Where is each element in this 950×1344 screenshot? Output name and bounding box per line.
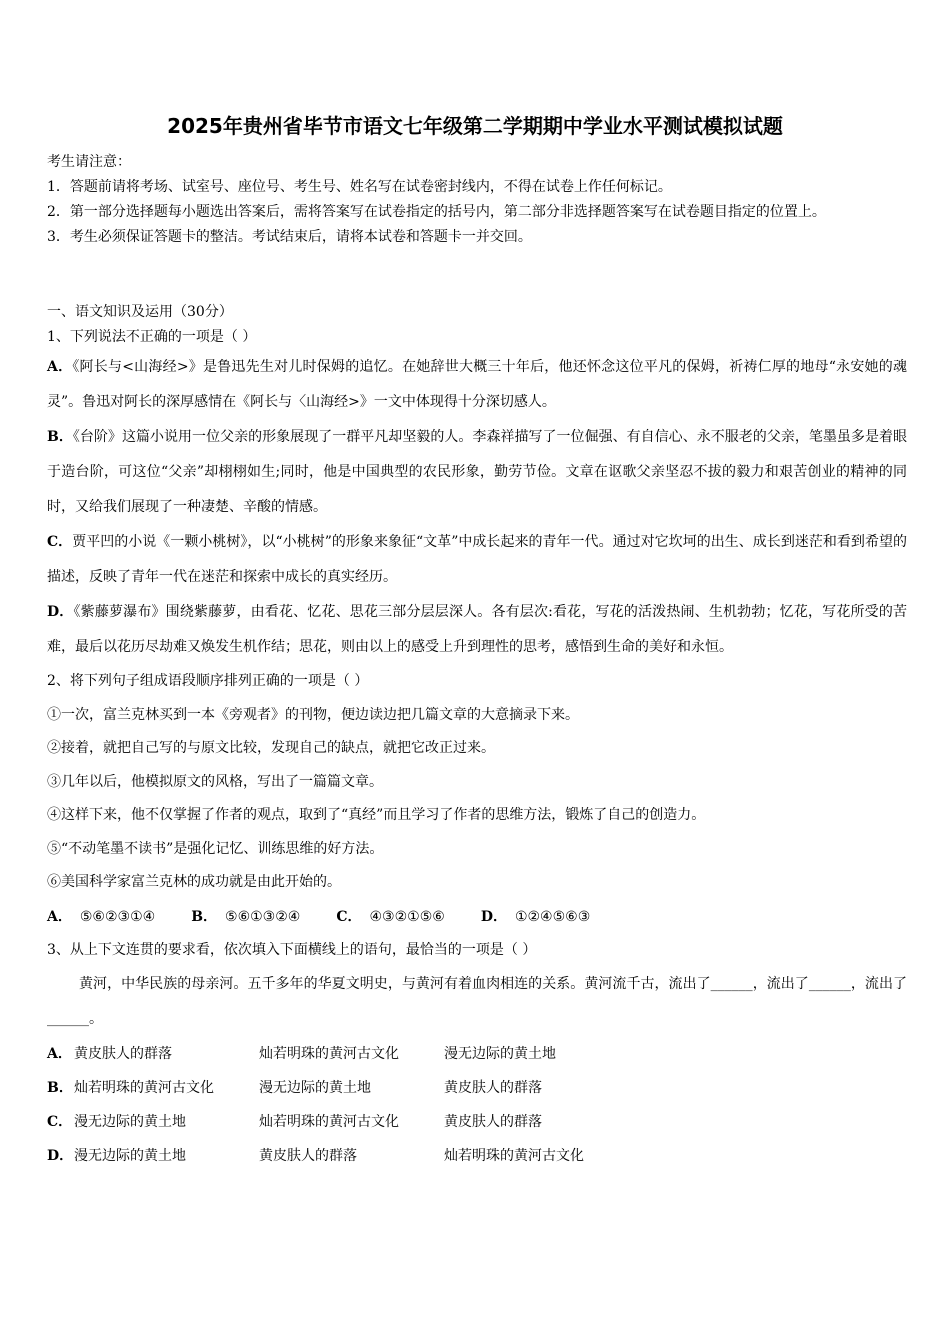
question-1-option-b — [47, 420, 907, 525]
choice-d — [481, 900, 590, 934]
option-col: 黄皮肤人的群落 — [444, 1080, 542, 1096]
option-col: 灿若明珠的黄河古文化 — [74, 1080, 214, 1096]
question-2-stem: 2、将下列句子组成语段顺序排列正确的一项是（ ） — [47, 673, 369, 689]
option-label: B． — [47, 1080, 73, 1096]
sentence-item: ③几年以后，他模拟原文的风格，写出了一篇篇文章。 — [47, 773, 383, 790]
choice-label: C． — [336, 908, 362, 925]
question-1-option-d — [47, 595, 907, 665]
sentence-item: ⑥美国科学家富兰克林的成功就是由此开始的。 — [47, 874, 341, 890]
page-title: 2025年贵州省毕节市语文七年级第二学期期中学业水平测试模拟试题 — [167, 114, 783, 138]
choice-a — [47, 900, 155, 934]
option-label: C． — [47, 1114, 73, 1130]
option-text: 《台阶》这篇小说用一位父亲的形象展现了一群平凡却坚毅的人。李森祥描写了一位倔强、有自信心、永不服老的父亲，笔墨虽多是着眼于造台阶，可这位“父亲”却栩栩如生;同时，他是中国典型的农民形象，勤劳节俭。文章在讴歌父亲坚忍不拔的毅力和艰苦创业的精神的同时，又给我们展现了一种凄楚、辛酸的情感。 — [47, 429, 907, 515]
question-3-passage: 黄河，中华民族的母亲河。五千多年的华夏文明史，与黄河有着血肉相连的关系。黄河流千古，流出了______，流出了______，流出了______。 — [47, 976, 907, 1027]
exam-body — [47, 300, 907, 1173]
question-3-option-d — [47, 1139, 907, 1173]
notice-item: 2．第一部分选择题每小题选出答案后，需将答案写在试卷指定的括号内，第二部分非选择题答案写在试卷题目指定的位置上。 — [47, 204, 826, 220]
question-1-option-a — [47, 350, 907, 420]
option-col: 黄皮肤人的群落 — [259, 1148, 357, 1164]
option-col: 黄皮肤人的群落 — [74, 1046, 172, 1062]
question-2-choices — [47, 900, 907, 934]
question-3-option-a — [47, 1037, 907, 1071]
question-1-option-c — [47, 525, 907, 595]
option-text: 贾平凹的小说《一颗小桃树》，以“小桃树”的形象来象征“文革”中成长起来的青年一代。通过对它坎坷的出生、成长到迷茫和看到希望的描述，反映了青年一代在迷茫和探索中成长的真实经历。 — [47, 534, 907, 585]
option-label: D． — [47, 604, 74, 620]
sentence-item: ②接着，就把自己写的与原文比较，发现自己的缺点，就把它改正过来。 — [47, 740, 495, 756]
notice-heading: 考生请注意： — [47, 154, 131, 170]
option-col: 灿若明珠的黄河古文化 — [259, 1114, 399, 1130]
question-3-option-c — [47, 1105, 907, 1139]
option-label: C． — [47, 534, 73, 550]
question-1-stem: 1、下列说法不正确的一项是（ ） — [47, 329, 257, 345]
section-heading: 一、语文知识及运用（30分） — [47, 304, 233, 320]
option-col: 漫无边际的黄土地 — [444, 1046, 556, 1062]
question-3-option-b — [47, 1071, 907, 1105]
choice-c — [336, 900, 444, 934]
option-col: 灿若明珠的黄河古文化 — [444, 1148, 584, 1164]
notice-item: 3．考生必须保证答题卡的整洁。考试结束后，请将本试卷和答题卡一并交回。 — [47, 229, 532, 245]
notice-block — [47, 150, 907, 250]
choice-text: ⑤⑥①③②④ — [225, 908, 301, 925]
choice-label: D． — [480, 908, 507, 925]
choice-text: ④③②①⑤⑥ — [369, 908, 445, 925]
sentence-item: ①一次，富兰克林买到一本《旁观者》的刊物，便边读边把几篇文章的大意摘录下来。 — [47, 706, 579, 723]
option-col: 漫无边际的黄土地 — [74, 1114, 186, 1130]
option-col: 灿若明珠的黄河古文化 — [259, 1046, 399, 1062]
option-label: B． — [47, 429, 73, 445]
option-label: A． — [47, 359, 73, 375]
option-col: 漫无边际的黄土地 — [74, 1148, 186, 1164]
choice-b — [191, 900, 300, 934]
choice-label: B． — [191, 908, 218, 925]
notice-item: 1．答题前请将考场、试室号、座位号、考生号、姓名写在试卷密封线内，不得在试卷上作任何标记。 — [47, 179, 672, 195]
option-label: D． — [47, 1148, 74, 1164]
option-col: 黄皮肤人的群落 — [444, 1114, 542, 1130]
choice-text: ⑤⑥②③①④ — [79, 908, 156, 925]
question-3-stem: 3、从上下文连贯的要求看，依次填入下面横线上的语句，最恰当的一项是（ ） — [47, 941, 537, 958]
sentence-item: ④这样下来，他不仅掌握了作者的观点，取到了“真经”而且学习了作者的思维方法，锻炼了自己的创造力。 — [47, 807, 706, 823]
sentence-item: ⑤“不动笔墨不读书”是强化记忆、训练思维的好方法。 — [47, 840, 384, 857]
option-label: A． — [47, 1046, 72, 1062]
choice-label: A． — [47, 908, 72, 925]
option-text: 《阿长与<山海经>》是鲁迅先生对儿时保姆的追忆。在她辞世大概三十年后，他还怀念这位平凡的保姆，祈祷仁厚的地母“永安她的魂灵”。鲁迅对阿长的深厚感情在《阿长与〈山海经>》一文中体现得十分深切感人。 — [47, 359, 907, 410]
choice-text: ①②④⑤⑥③ — [514, 908, 591, 925]
option-col: 漫无边际的黄土地 — [259, 1080, 371, 1096]
option-text: 《紫藤萝瀑布》围绕紫藤萝，由看花、忆花、思花三部分层层深人。各有层次:看花，写花的活泼热闹、生机勃勃；忆花，写花所受的苦难，最后以花历尽劫难又焕发生机作结；思花，则由以上的感受上升到理性的思考，感悟到生命的美好和永恒。 — [47, 604, 908, 655]
